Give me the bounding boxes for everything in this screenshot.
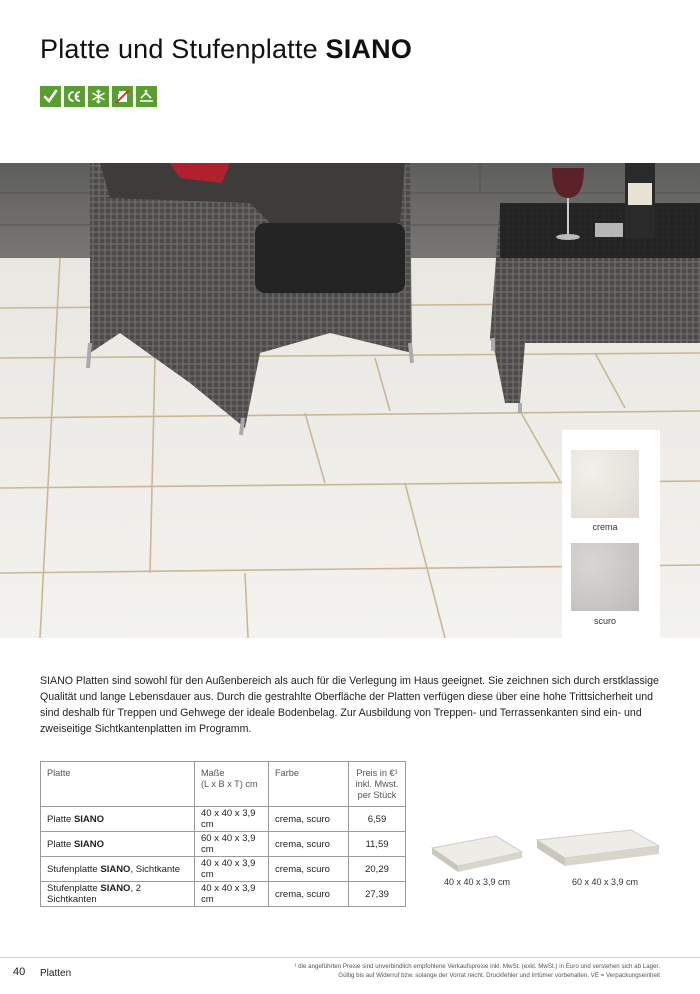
header-price-label: Preis in €¹ [356, 768, 398, 778]
cell-price: 27,39 [349, 882, 406, 907]
product-description: SIANO Platten sind sowohl für den Außenbereich als auch für die Verlegung im Haus geeignet. Sie zeichnen sich durch erstklassige Qualität und lange Lebensdauer aus. Durch die gestrahlte Oberfläche der Platten verfügen diese über eine hohe Trittsicherheit und sind deshalb für Treppen und Gehwege der ideale Bodenbelag. Zur Ausbildung von Treppen- und Terrassenkanten sind ein- und zweiseitige Sichtkantenplatten im Programm. [40, 675, 659, 735]
header-dimensions [195, 762, 269, 807]
product-prefix: Platte [47, 813, 74, 825]
product-brand: SIANO [100, 863, 131, 875]
cell-product [41, 857, 195, 882]
header-dimensions-unit: (L x B x T) cm [201, 779, 258, 789]
title-brand: SIANO [325, 34, 413, 64]
certification-icons [40, 86, 157, 107]
product-brand: SIANO [73, 838, 105, 850]
header-price-unit: per Stück [357, 790, 397, 800]
header-price [349, 762, 406, 807]
header-color: Farbe [269, 762, 349, 807]
table-header-row [41, 762, 406, 807]
check-icon [40, 86, 61, 107]
product-brand: SIANO [73, 813, 105, 825]
table-row [41, 882, 406, 907]
cell-dimensions: 60 x 40 x 3,9 cm [195, 832, 269, 857]
table-row [41, 807, 406, 832]
legal-notice [240, 962, 660, 980]
title-prefix: Platte und Stufenplatte [40, 34, 326, 64]
color-swatch-panel [562, 430, 660, 638]
cell-color: crema, scuro [269, 807, 349, 832]
product-prefix: Stufenplatte [47, 883, 101, 894]
cell-dimensions: 40 x 40 x 3,9 cm [195, 882, 269, 907]
header-dimensions-label: Maße [201, 768, 225, 778]
product-prefix: Platte [47, 838, 74, 850]
swatch-crema [571, 450, 639, 518]
product-suffix: , 2 Sichtkanten [47, 883, 142, 905]
cell-color: crema, scuro [269, 882, 349, 907]
product-brand: SIANO [100, 883, 131, 894]
cell-dimensions: 40 x 40 x 3,9 cm [195, 807, 269, 832]
plate-40x40-label: 40 x 40 x 3,9 cm [443, 877, 511, 887]
ce-mark-icon [64, 86, 85, 107]
legal-line-2: Gültig bis auf Widerruf bzw. solange der Vorrat reicht. Druckfehler und Irrtümer vorbehalten. VE = Verpackungseinheit [338, 972, 660, 979]
swatch-label-scuro: scuro [593, 616, 616, 626]
plate-60x40-label: 60 x 40 x 3,9 cm [571, 877, 639, 887]
product-suffix: , Sichtkante [130, 863, 181, 875]
cell-color: crema, scuro [269, 832, 349, 857]
header-product: Platte [41, 762, 195, 807]
header-price-vat: inkl. Mwst. [355, 779, 399, 789]
cell-product [41, 832, 195, 857]
product-prefix: Stufenplatte [47, 863, 101, 875]
page-number: 40 [13, 966, 26, 978]
footer-divider [0, 957, 700, 958]
cell-color: crema, scuro [269, 857, 349, 882]
plate-40x40-image [430, 834, 524, 874]
cell-price: 20,29 [349, 857, 406, 882]
swatch-scuro [571, 543, 639, 611]
no-salt-icon [112, 86, 133, 107]
cell-price: 11,59 [349, 832, 406, 857]
table-row [41, 832, 406, 857]
cell-product [41, 882, 195, 907]
cell-product [41, 807, 195, 832]
page-title [40, 34, 412, 65]
non-slip-icon [136, 86, 157, 107]
price-table [40, 761, 406, 907]
swatch-label-crema: crema [592, 522, 618, 532]
legal-line-1: ¹ die angeführten Preise sind unverbindlich empfohlene Verkaufspreise inkl. MwSt. (exkl. MwSt.) in Euro und verstehen sich ab Lager. [294, 963, 660, 970]
plate-60x40-image [535, 828, 661, 872]
cell-price: 6,59 [349, 807, 406, 832]
frost-resistant-icon [88, 86, 109, 107]
section-name: Platten [40, 968, 72, 979]
table-row [41, 857, 406, 882]
cell-dimensions: 40 x 40 x 3,9 cm [195, 857, 269, 882]
